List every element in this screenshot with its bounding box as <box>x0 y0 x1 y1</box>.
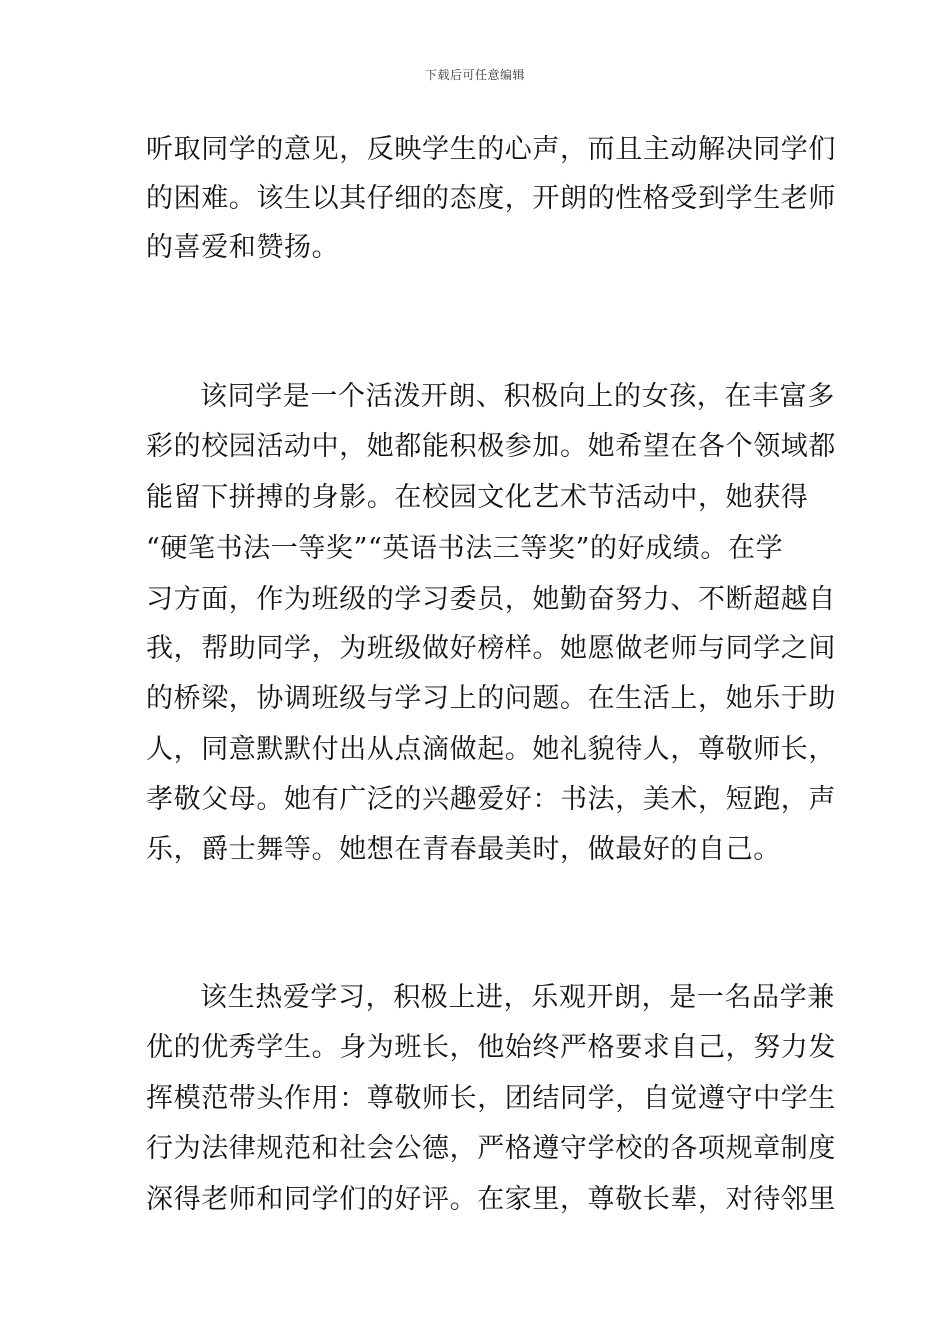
paragraph-line: 乐，爵士舞等。她想在青春最美时，做最好的自己。 <box>146 834 781 865</box>
paragraph-line: 行为法律规范和社会公德，严格遵守学校的各项规章制度 <box>146 1133 836 1164</box>
paragraph-line: 听取同学的意见，反映学生的心声，而且主动解决同学们 <box>146 134 836 165</box>
paragraph-line: 深得老师和同学们的好评。在家里，尊敬长辈，对待邻里 <box>146 1184 836 1215</box>
paragraph-line: “硬笔书法一等奖”“英语书法三等奖”的好成绩。在学 <box>146 533 784 564</box>
paragraph-line: 该同学是一个活泼开朗、积极向上的女孩，在丰富多 <box>200 381 835 412</box>
paragraph-line: 孝敬父母。她有广泛的兴趣爱好：书法，美术，短跑，声 <box>146 784 836 815</box>
paragraph-line: 我，帮助同学，为班级做好榜样。她愿做老师与同学之间 <box>146 633 836 664</box>
paragraph-line: 该生热爱学习，积极上进，乐观开朗，是一名品学兼 <box>200 982 835 1013</box>
paragraph-line: 优的优秀学生。身为班长，他始终严格要求自己，努力发 <box>146 1032 836 1063</box>
paragraph-line: 人，同意默默付出从点滴做起。她礼貌待人，尊敬师长， <box>146 734 836 765</box>
paragraph-line: 挥模范带头作用：尊敬师长，团结同学，自觉遵守中学生 <box>146 1083 836 1114</box>
paragraph-line: 能留下拼搏的身影。在校园文化艺术节活动中，她获得 <box>146 482 809 513</box>
paragraph-line: 彩的校园活动中，她都能积极参加。她希望在各个领域都 <box>146 431 836 462</box>
paragraph-line: 习方面，作为班级的学习委员，她勤奋努力、不断超越自 <box>146 584 836 615</box>
paragraph-line: 的喜爱和赞扬。 <box>146 232 340 263</box>
header-note: 下载后可任意编辑 <box>424 68 525 82</box>
paragraph-line: 的困难。该生以其仔细的态度，开朗的性格受到学生老师 <box>146 183 836 214</box>
paragraph-line: 的桥梁，协调班级与学习上的问题。在生活上，她乐于助 <box>146 683 836 714</box>
